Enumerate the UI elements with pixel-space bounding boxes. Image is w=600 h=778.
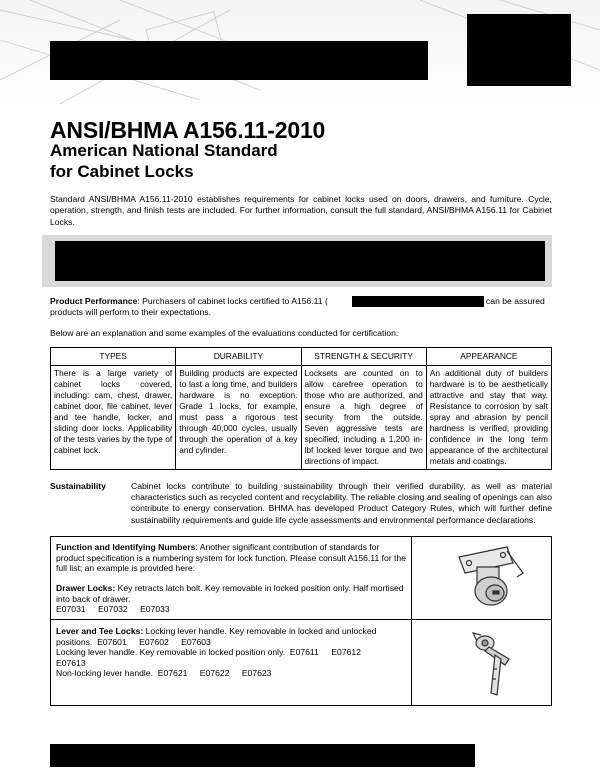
code: E07622	[199, 668, 230, 679]
lever-locks-text: Locking lever handle. Key removable in locked and unlocked positions.	[56, 626, 377, 647]
sustainability-label: Sustainability	[50, 481, 106, 491]
redacted-certifier	[352, 296, 484, 307]
subtitle-line-2: for Cabinet Locks	[50, 162, 194, 181]
subtitle-line-1: American National Standard	[50, 141, 278, 160]
code: E07031	[56, 604, 86, 615]
drawer-lock-image	[451, 543, 531, 615]
code: E07611	[289, 647, 319, 658]
drawer-locks	[56, 583, 406, 615]
lever-lock-codes-3	[155, 668, 281, 678]
code: E07601	[97, 636, 127, 647]
code: E07602	[139, 636, 169, 647]
lever-line-2	[56, 647, 408, 668]
redacted-footer	[50, 744, 475, 767]
intro-paragraph: Standard ANSI/BHMA A156.11-2010 establishes requirements for cabinet locks used on doors, drawers, and furniture. Cycle, operation, strength, and finish tests are included. For further information, consult the full standard, ANSI/BHMA A156.11 for Cabinet Locks.	[50, 194, 552, 227]
code: E07613	[56, 657, 86, 668]
redacted-statement	[55, 241, 545, 281]
function-intro-text: : Another significant contribution of standards for product specification is a numbering system for lock function. Please consult A156.11 for the full list; an example is provided here:	[56, 542, 406, 574]
table-header-row	[51, 348, 552, 366]
cell-types: There is a large variety of cabinet locks covered, including: cam, chest, drawer, cabinet door, file cabinet, lever and tee handle, locker, and sliding door locks. Applicability of the tests varies by the type of cabinet lock.	[51, 366, 176, 470]
evaluation-intro: Below are an explanation and some examples of the evaluations conducted for certification:	[50, 328, 399, 338]
function-numbers-box	[50, 536, 552, 706]
cell-strength-security: Locksets are counted on to allow carefree operation to those who are authorized, and ensure a high degree of security from the outside. Seven aggressive tests are specified, including a 1,200 in-lbf locked lever torque and two directions of impact.	[301, 366, 426, 470]
lever-tee-locks	[56, 626, 408, 679]
redacted-logo	[467, 14, 571, 86]
lever-lock-codes-1	[95, 637, 221, 647]
header-durability: DURABILITY	[176, 348, 301, 366]
code: E07033	[140, 604, 170, 615]
vertical-divider	[411, 537, 412, 705]
header-appearance: APPEARANCE	[426, 348, 551, 366]
page-title: ANSI/BHMA A156.11-2010	[50, 117, 326, 143]
cell-appearance: An additional duty of builders hardware is to be aesthetically attractive and stay that way. Resistance to corrosion by salt spray and abrasion by pencil hardness is verified, providing confidence in the long term appearance of the architectural metals and coatings.	[426, 366, 551, 470]
code: E07623	[241, 668, 272, 679]
code: E07603	[181, 636, 211, 647]
redacted-banner	[50, 41, 428, 80]
performance-text-line2: products will perform to their expectations.	[50, 307, 211, 318]
sustainability-text: Cabinet locks contribute to building sustainability through their verified durability, as well as material characteristics such as recycled content and recyclability. The reliable closing and sealing of openings can also contribute to energy conservation. BHMA has developed Product Category Rules, which will further define sustainability requirements and guide life cycle assessments and environmental performance declarations.	[131, 481, 553, 525]
drawer-locks-text: Key retracts latch bolt. Key removable in locked position only. Half mortised into back of drawer.	[56, 583, 404, 604]
performance-text-after: can be assured	[486, 296, 545, 306]
performance-text: : Purchasers of cabinet locks certified to A156.11 (	[137, 296, 328, 306]
cell-durability: Building products are expected to last a long time, and builders hardware is no exception. Grade 1 locks, for example, must pass a rigorous test through 40,000 cycles, usually through the operation of a key and cylinder.	[176, 366, 301, 470]
performance-label: Product Performance	[50, 296, 138, 306]
table-row	[51, 366, 552, 470]
code: E07621	[157, 668, 188, 679]
evaluation-table	[50, 347, 552, 470]
page-subtitle	[50, 140, 278, 182]
header-strength-security: STRENGTH & SECURITY	[301, 348, 426, 366]
function-intro	[56, 542, 406, 574]
code: E07032	[98, 604, 128, 615]
drawer-locks-label: Drawer Locks:	[56, 583, 116, 593]
header-types: TYPES	[51, 348, 176, 366]
lever-lock-image	[465, 629, 525, 701]
lever-line-2-text: Locking lever handle. Key removable in locked position only.	[56, 647, 286, 658]
drawer-lock-codes	[56, 604, 406, 615]
horizontal-divider	[51, 619, 551, 620]
lever-line-3-text: Non-locking lever handle.	[56, 668, 153, 679]
code: E07612	[331, 647, 361, 658]
lever-locks-label: Lever and Tee Locks:	[56, 626, 144, 636]
function-intro-label: Function and Identifying Numbers	[56, 542, 196, 552]
lever-line-3	[56, 668, 408, 679]
